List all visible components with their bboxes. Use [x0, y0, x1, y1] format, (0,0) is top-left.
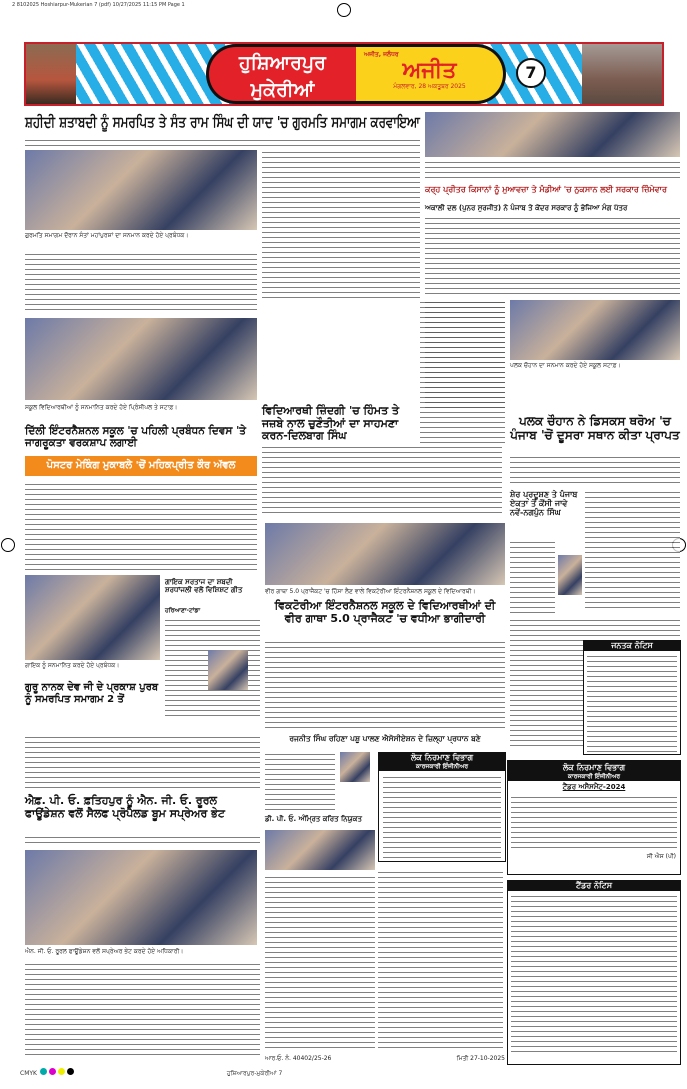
palak-caption: ਪਲਕ ਚੌਹਾਨ ਦਾ ਸਨਮਾਨ ਕਰਦੇ ਹੋਏ ਸਕੂਲ ਸਟਾਫ਼।: [510, 362, 621, 369]
registration-mark-icon: [337, 3, 351, 17]
tender-ad-1: ਲੋਕ ਨਿਰਮਾਣ ਵਿਭਾਗ ਕਾਰਜਕਾਰੀ ਇੰਜੀਨੀਅਰ: [378, 752, 506, 862]
singer-caption: ਗਾਇਕ ਨੂੰ ਸਨਮਾਨਿਤ ਕਰਦੇ ਹੋਏ ਪ੍ਰਬੰਧਕ।: [25, 662, 120, 669]
farmers-photo: [425, 112, 680, 157]
victoria-photo: [265, 523, 505, 585]
delhi-school-headline: ਦਿੱਲੀ ਇੰਟਰਨੈਸ਼ਨਲ ਸਕੂਲ 'ਚ ਪਹਿਲੀ ਪ੍ਰਬੰਧਨ ਦਿਵਸ 'ਤੇ ਜਾਗਰੂਕਤਾ ਵਰਕਸ਼ਾਪ ਲਗਾਈ: [25, 425, 247, 450]
print-slug: 2 8102025 Hoshiarpur-Mukerian 7 (pdf) 10/27/2025 11:15 PM Page 1: [12, 2, 185, 8]
tender-title: ਟੈਂਡਰ ਅਸੈਸਮੈਂਟ-2024: [562, 783, 626, 791]
fpo-caption: ਐਨ. ਜੀ. ਓ. ਰੂਰਲ ਫਾਊਂਡੇਸ਼ਨ ਵਲੋਂ ਸਪ੍ਰੇਅਰ ਭੇਟ ਕਰਦੇ ਹੋਏ ਅਧਿਕਾਰੀ।: [25, 948, 184, 955]
region-title: ਹੁਸ਼ਿਆਰਪੁਰ ਮੁਕੇਰੀਆਂ: [206, 44, 356, 104]
masthead-photo-right: [582, 44, 662, 104]
issue-date: ਮੰਗਲਵਾਰ, 28 ਅਕਤੂਬਰ 2025: [393, 83, 466, 90]
rajneet-headline: ਰਜਨੀਤ ਸਿੰਘ ਰਹਿਣਾ ਪਸ਼ੂ ਪਾਲਣ ਐਸੋਸੀਏਸ਼ਨ ਦੇ ਜ਼ਿਲ੍ਹਾ ਪ੍ਰਧਾਨ ਬਣੇ: [289, 734, 481, 743]
lead-caption: ਗੁਰਮਤਿ ਸਮਾਗਮ ਦੌਰਾਨ ਸੰਤਾਂ ਮਹਾਂਪੁਰਸ਼ਾਂ ਦਾ ਸਨਮਾਨ ਕਰਦੇ ਹੋਏ ਪ੍ਰਬੰਧਕ।: [25, 232, 189, 239]
victoria-caption: ਵੀਰ ਗਾਥਾ 5.0 ਪ੍ਰਾਜੈਕਟ 'ਚ ਹਿੱਸਾ ਲੈਣ ਵਾਲੇ ਵਿਕਟੋਰੀਆ ਇੰਟਰਨੈਸ਼ਨਲ ਸਕੂਲ ਦੇ ਵਿਦਿਆਰਥੀ।: [265, 588, 476, 595]
fpo-photo: [25, 850, 257, 945]
dpo-headline: ਡੀ. ਪੀ. ਓ. ਅੰਮ੍ਰਿਤ ਕਰਿਤ ਨਿਯੁਕਤ: [265, 815, 363, 823]
registration-mark-icon: [1, 538, 15, 552]
tender-notice-table: ਟੈਂਡਰ ਨੋਟਿਸ: [507, 880, 681, 1065]
page-number: 7: [516, 58, 546, 88]
farmers-subhead: ਅਕਾਲੀ ਦਲ (ਪੁਨਰ ਸੁਰਜੀਤ) ਨੇ ਪੰਜਾਬ ਤੇ ਕੇਂਦਰ ਸਰਕਾਰ ਨੂੰ ਭੇਜਿਆ ਮੰਗ ਪੱਤਰ: [425, 204, 628, 212]
official-portrait: [208, 650, 248, 690]
footer: CMYK ਹੁਸ਼ਿਆਰਪੁਰ-ਮੁਕੇਰੀਆਂ 7: [20, 1070, 283, 1077]
palak-photo: [510, 300, 680, 360]
lead-photo: [25, 150, 257, 230]
tender-ad-2: ਲੋਕ ਨਿਰਮਾਣ ਵਿਭਾਗ ਕਾਰਜਕਾਰੀ ਇੰਜੀਨੀਅਰ ਟੈਂਡਰ ਅਸੈਸਮੈਂਟ-2024 ਸੀ ਐਸ (ਪੀ): [507, 760, 681, 875]
emblem-icon: [340, 752, 370, 782]
school-caption: ਸਕੂਲ ਵਿਦਿਆਰਥੀਆਂ ਨੂੰ ਸਨਮਾਨਿਤ ਕਰਦੇ ਹੋਏ ਪ੍ਰਿੰਸੀਪਲ ਤੇ ਸਟਾਫ਼।: [25, 404, 178, 411]
school-photo: [25, 318, 257, 400]
ro-number: ਆਰ.ਓ. ਨੰ. 40402/25-26: [265, 1055, 332, 1062]
paper-logo: ਅਜੀਤ, ਜਲੰਧਰ ਅਜੀਤ ਮੰਗਲਵਾਰ, 28 ਅਕਤੂਬਰ 2025: [356, 44, 506, 104]
public-notice-ad: ਜਨਤਕ ਨੋਟਿਸ: [583, 640, 681, 755]
dpo-photo: [265, 830, 375, 870]
students-headline: ਵਿਦਿਆਰਥੀ ਜ਼ਿੰਦਗੀ 'ਚ ਹਿੰਮਤ ਤੇ ਜਜ਼ਬੇ ਨਾਲ ਚੁਣੌਤੀਆਂ ਦਾ ਸਾਹਮਣਾ ਕਰਨ-ਦਿਲਬਾਗ ਸਿੰਘ: [262, 404, 400, 443]
portrait-photo: [558, 555, 582, 595]
lead-headline: ਸ਼ਹੀਦੀ ਸ਼ਤਾਬਦੀ ਨੂੰ ਸਮਰਪਿਤ ਤੇ ਸੰਤ ਰਾਮ ਸਿੰਘ ਦੀ ਯਾਦ 'ਚ ਗੁਰਮਤਿ ਸਮਾਗਮ ਕਰਵਾਇਆ: [25, 113, 420, 131]
singer-dateline: ਹਰਿਆਣਾ-ਟਾਂਡਾ: [165, 607, 201, 614]
singer-headline: ਗਾਇਕ ਸਰਤਾਜ ਦਾ ਸ਼ਬਦੀ ਸ਼ਰਧਾਂਜਲੀ ਵਲੋਂ ਵਿਸ਼ਿਸ਼ਟ ਗੀਤ: [165, 578, 243, 595]
palak-headline: ਪਲਕ ਚੌਹਾਨ ਨੇ ਡਿਸਕਸ ਥਰੋਅ 'ਚ ਪੰਜਾਬ 'ਚੋਂ ਦੂਸਰਾ ਸਥਾਨ ਕੀਤਾ ਪ੍ਰਾਪਤ: [510, 414, 680, 442]
guru-nanak-headline: ਗੁਰੂ ਨਾਨਕ ਦੇਵ ਜੀ ਦੇ ਪ੍ਰਕਾਸ਼ ਪੁਰਬ ਨੂੰ ਸਮਰਪਿਤ ਸਮਾਗਮ 2 ਤੋਂ: [25, 682, 159, 705]
poster-subhead: ਪੋਸਟਰ ਮੇਕਿੰਗ ਮੁਕਾਬਲੇ 'ਚੋਂ ਮਹਿਕਪ੍ਰੀਤ ਕੌਰ ਅੱਵਲ: [25, 456, 257, 476]
victoria-headline: ਵਿਕਟੋਰੀਆ ਇੰਟਰਨੈਸ਼ਨਲ ਸਕੂਲ ਦੇ ਵਿਦਿਆਰਥੀਆਂ ਦੀ ਵੀਰ ਗਾਥਾ 5.0 ਪ੍ਰਾਜੈਕਟ 'ਚ ਵਧੀਆ ਭਾਗੀਦਾਰੀ: [274, 599, 496, 625]
farmers-headline: ਕਰ੍ਹ ਪ੍ਰੀਤਰ ਕਿਸਾਨਾਂ ਨੂੰ ਮੁਆਵਜ਼ਾ ਤੇ ਮੰਡੀਆਂ 'ਚ ਨੁਕਸਾਨ ਲਈ ਸਰਕਾਰ ਜ਼ਿੰਮੇਵਾਰ: [425, 185, 667, 194]
ro-date: ਮਿਤੀ 27-10-2025: [456, 1055, 505, 1062]
masthead-photo-left: [26, 44, 76, 104]
fpo-headline: ਐਫ਼. ਪੀ. ਓ. ਫ਼ਤਿਹਪੁਰ ਨੂੰ ਐਨ. ਜੀ. ਓ. ਰੂਰਲ ਫਾਊਂਡੇਸ਼ਨ ਵਲੋਂ ਸੈਲਫ ਪ੍ਰੋਪੈਲਡ ਬੂਮ ਸਪ੍ਰੇਅਰ ਭੇਟ: [25, 794, 225, 820]
press-headline: ਸ਼ੇਰ ਪ੍ਰਦੂਸ਼ਣ ਤੇ ਪੰਜਾਬ ਏਕਤਾ ਤੋਂ ਕੌਂਸੀ ਜਾਵੇ ਨਵੇਂ-ਨਗਪੁੰਨ ਸਿੰਘ: [510, 490, 578, 518]
masthead: [24, 42, 664, 106]
singer-photo: [25, 575, 160, 660]
